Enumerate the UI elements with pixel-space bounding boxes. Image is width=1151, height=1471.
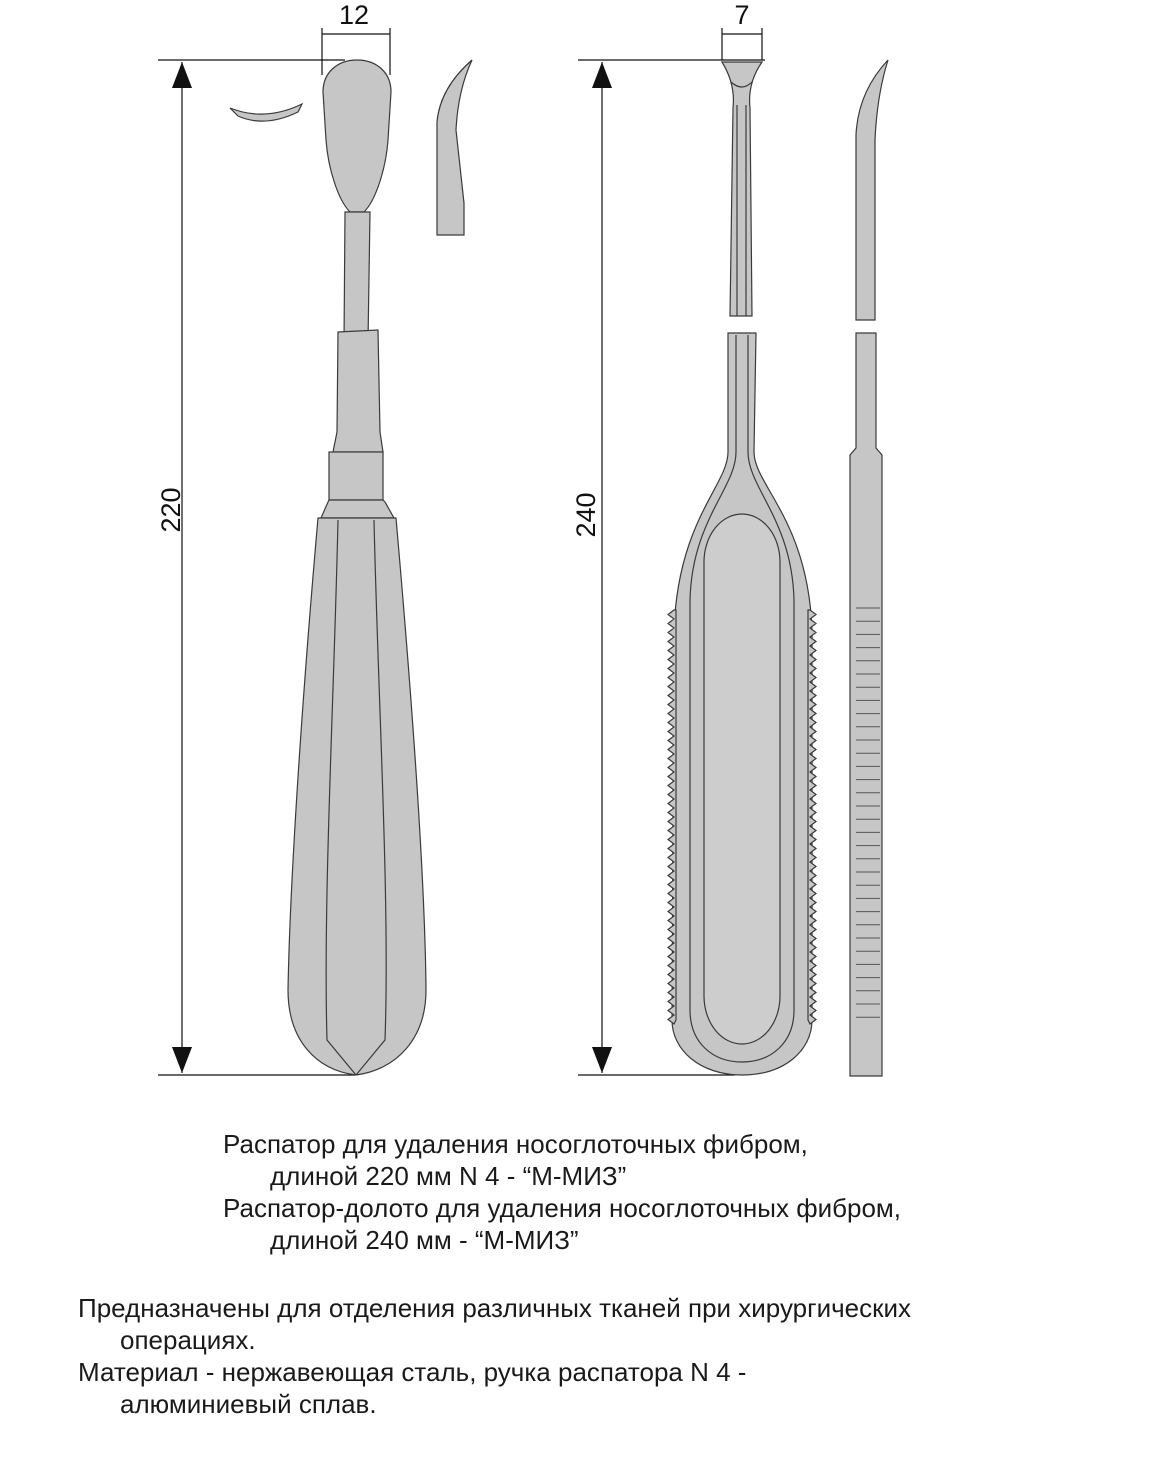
- chisel-tip-side-view: [856, 60, 888, 320]
- description-line-2: операциях.: [120, 1325, 256, 1355]
- dim-arrow-down-left: [172, 1047, 192, 1073]
- description-line-3: Материал - нержавеющая сталь, ручка распатора N 4 -: [78, 1357, 747, 1387]
- description-line-1: Предназначены для отделения различных тканей при хирургических: [78, 1293, 912, 1323]
- caption-line-2: длиной 220 мм N 4 - “М-МИЗ”: [270, 1161, 627, 1191]
- dim-label-220: 220: [156, 487, 186, 533]
- chisel-grip-panel: [704, 514, 780, 1044]
- chisel-tip: [722, 62, 762, 316]
- dim-arrow-up-right: [592, 62, 612, 88]
- chisel-handle: [668, 333, 816, 1075]
- instrument-captions: [223, 1128, 901, 1256]
- dim-label-7: 7: [734, 0, 750, 30]
- dim-arrow-down-right: [592, 1047, 612, 1073]
- description-line-4: алюминиевый сплав.: [120, 1389, 377, 1419]
- right-width-dimension-7: [722, 28, 762, 60]
- caption-line-3: Распатор-долото для удаления носоглоточных фибром,: [223, 1193, 902, 1223]
- chisel-serration-left: [668, 610, 676, 1024]
- raspatory-spoon-tip: [323, 60, 391, 342]
- raspatory-handle: [288, 330, 426, 1075]
- raspatory-shaft-lower: [333, 330, 383, 452]
- raspatory-tip-side-view: [437, 60, 472, 235]
- dim-label-12: 12: [338, 0, 370, 30]
- dim-arrow-up-left: [172, 62, 192, 88]
- caption-line-4: длиной 240 мм - “М-МИЗ”: [270, 1225, 579, 1255]
- raspatory-ferrule: [329, 452, 383, 500]
- raspatory-collar: [321, 500, 394, 518]
- caption-line-1: Распатор для удаления носоглоточных фибром,: [223, 1129, 808, 1159]
- instrument-description: [78, 1292, 911, 1420]
- chisel-handle-side-view: [850, 333, 882, 1076]
- dim-label-240: 240: [571, 492, 601, 538]
- blade-cross-section-left: [230, 104, 302, 121]
- raspatory-grip: [288, 518, 426, 1075]
